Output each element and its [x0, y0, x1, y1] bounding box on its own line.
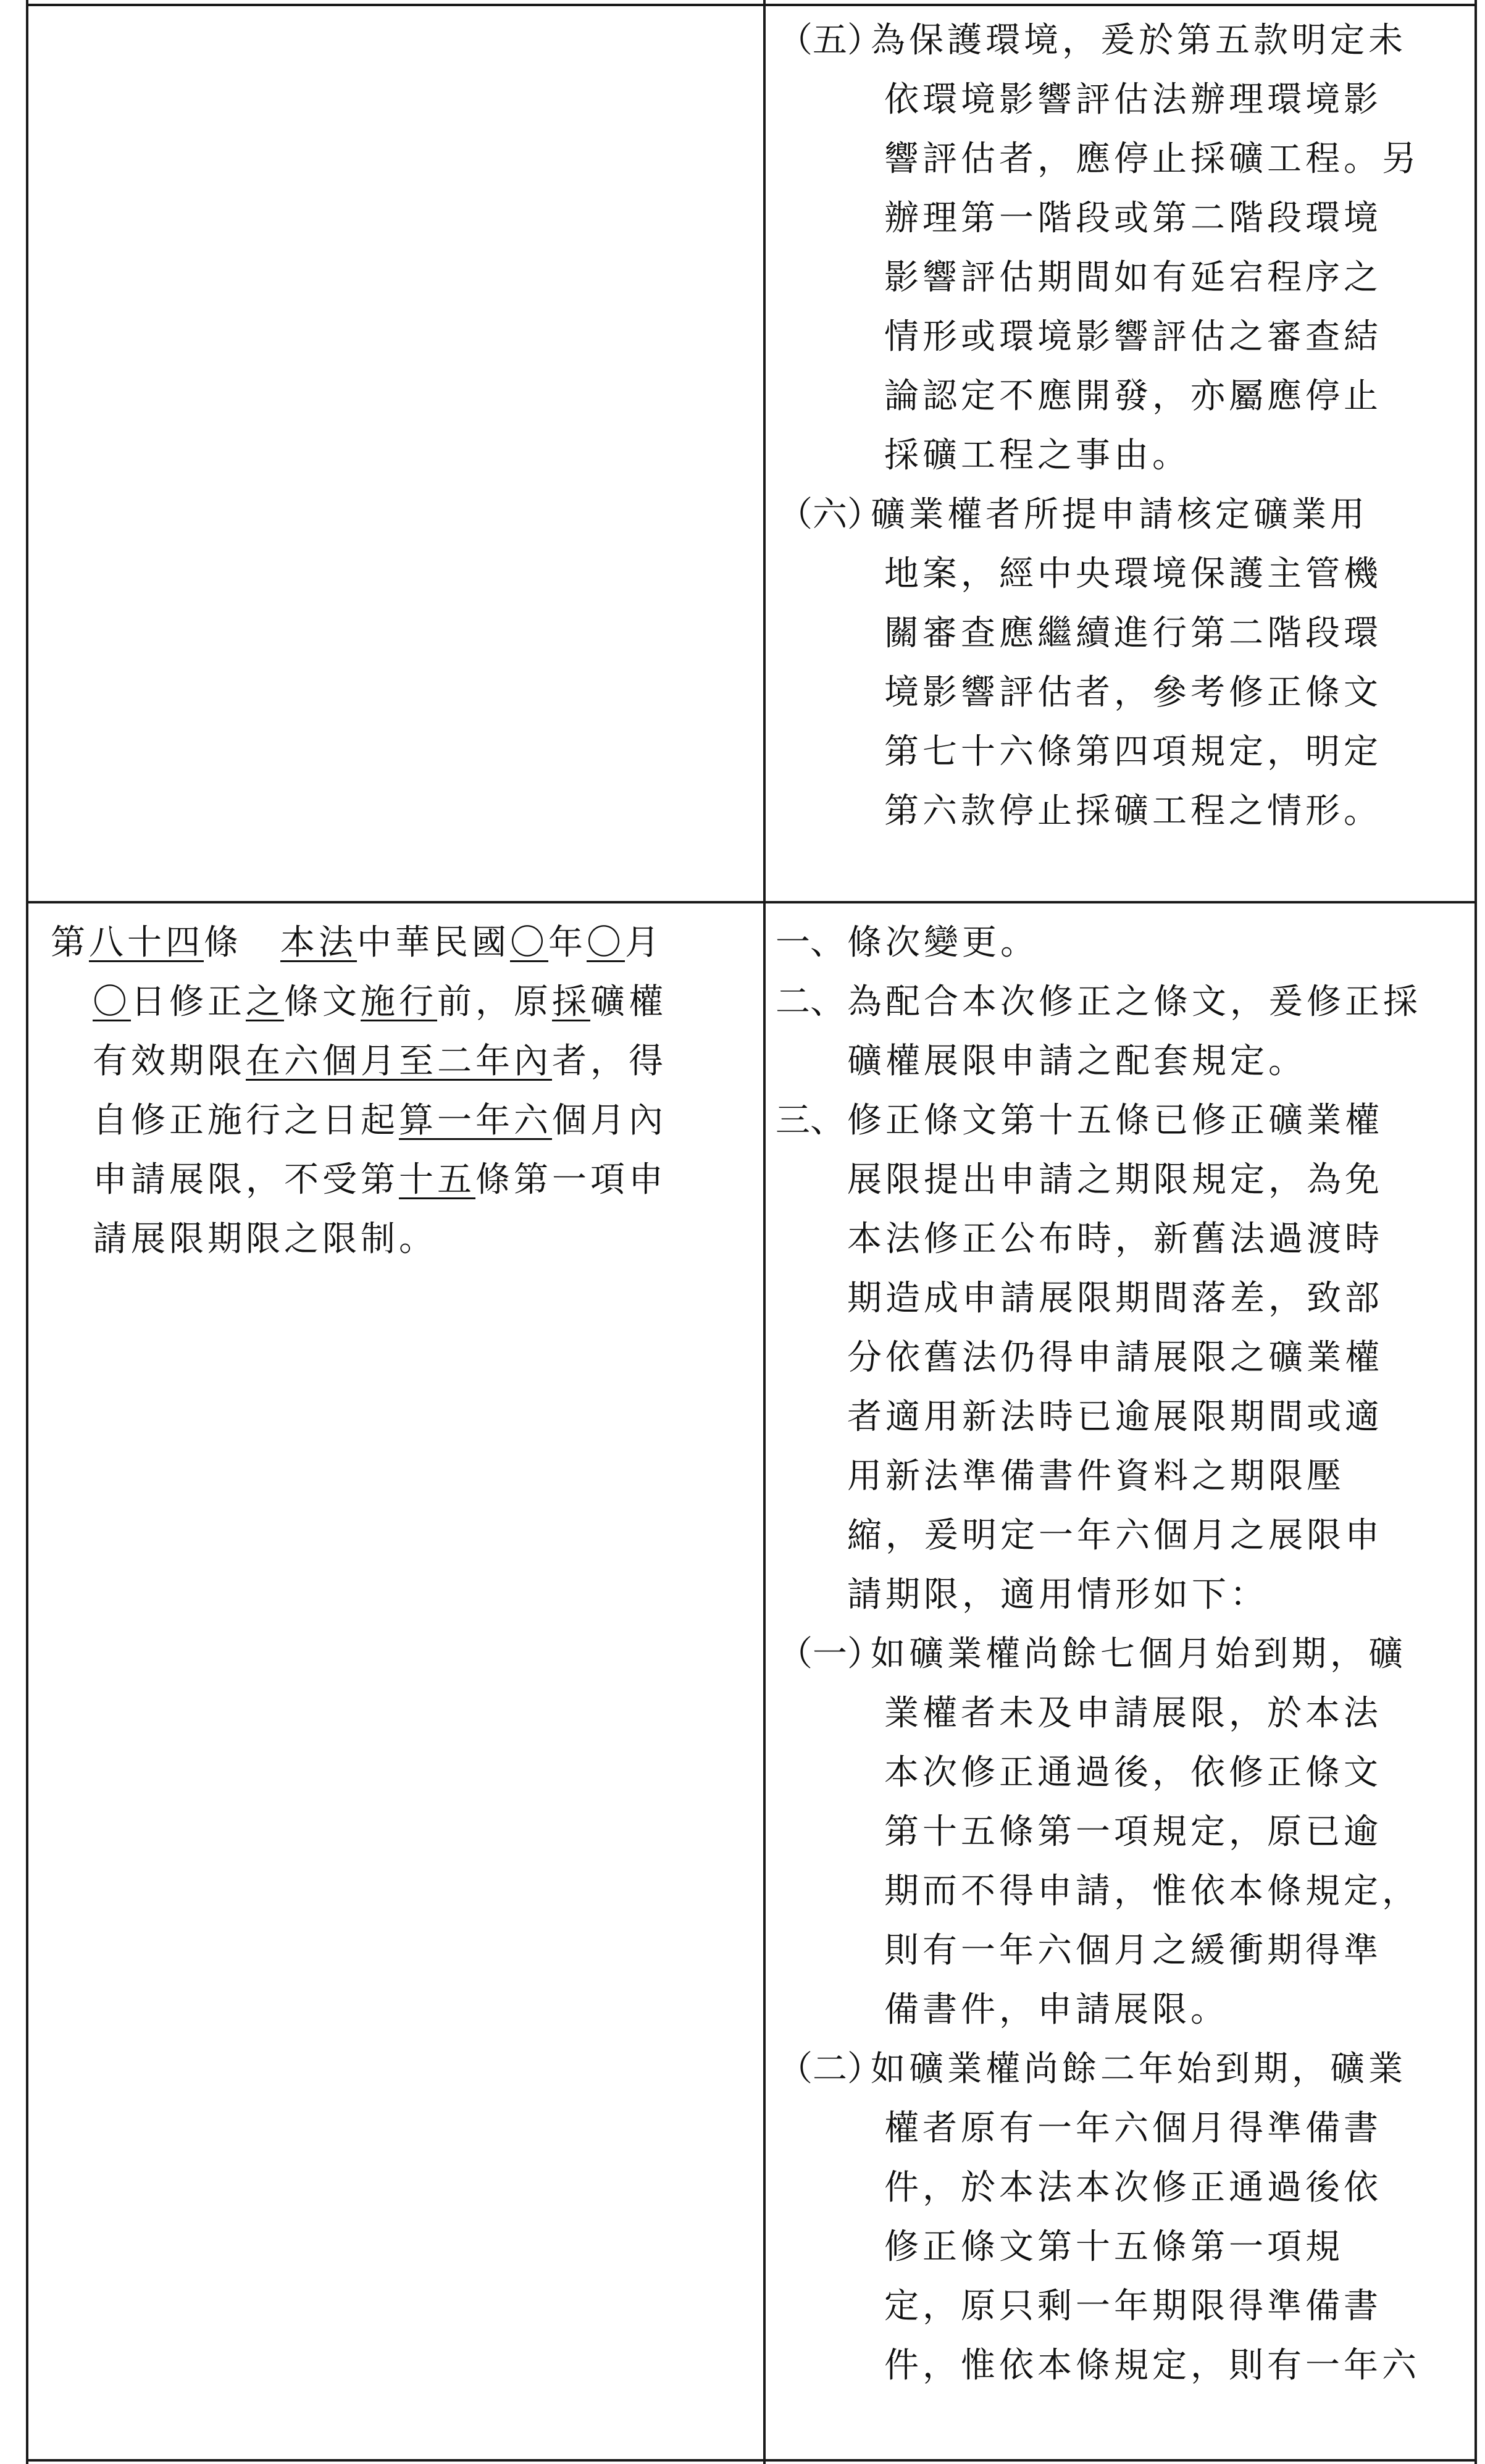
table-border-right [1475, 0, 1477, 2464]
top-explanation-item-line: 地案，經中央環境保護主管機 [884, 554, 1382, 594]
explanation-item-line: 第十五條第一項規定，原已逾 [884, 1812, 1382, 1852]
explanation-item-line: 業權者未及申請展限，於本法 [884, 1693, 1382, 1733]
top-explanation-item-line: 響評估者，應停止採礦工程。另 [884, 139, 1420, 179]
explanation-item-line: 請期限，適用情形如下： [847, 1575, 1268, 1615]
explanation-item-line: 權者原有一年六個月得準備書 [884, 2108, 1382, 2148]
top-explanation-item-line: 礦業權者所提申請核定礦業用 [871, 495, 1368, 535]
underlined-amendment-text: 之 [246, 982, 284, 1022]
top-row-explanation-cell [766, 6, 1475, 901]
top-row-left-cell [28, 6, 763, 901]
article-text-segment: 前，原 [437, 982, 552, 1022]
explanation-item-line: 條次變更。 [847, 923, 1039, 963]
article-text-line [93, 1091, 667, 1150]
article-text-segment: 條第一項申 [475, 1160, 667, 1200]
top-explanation-item-line: 關審查應繼續進行第二階段環 [884, 613, 1382, 653]
explanation-item-line: 期而不得申請，惟依本條規定， [884, 1871, 1420, 1911]
explanation-item-line: 件，惟依本條規定，則有一年六 [884, 2345, 1420, 2386]
top-explanation-item-line: 論認定不應開發，亦屬應停止 [884, 376, 1382, 416]
article-text-segment: 自修正施行之日起 [93, 1100, 399, 1141]
top-explanation-item-line: 第七十六條第四項規定，明定 [884, 732, 1382, 772]
explanation-item-line: 縮，爰明定一年六個月之展限申 [847, 1515, 1383, 1556]
explanation-item-line: 定，原只剩一年期限得準備書 [884, 2286, 1382, 2326]
article-text-line [93, 1150, 667, 1210]
top-explanation-item-line: 影響評估期間如有延宕程序之 [884, 258, 1382, 298]
underlined-amendment-text: 十五 [399, 1160, 475, 1200]
article-text-line [93, 1210, 437, 1269]
underlined-amendment-text: 算一年六 [399, 1100, 552, 1141]
top-explanation-item-line: 為保護環境，爰於第五款明定未 [871, 20, 1407, 61]
article-text-segment: 有效期限 [93, 1041, 246, 1081]
underlined-amendment-text: 〇 [510, 923, 548, 963]
underlined-amendment-text: 本法 [280, 923, 357, 963]
article-84-text-cell [28, 903, 763, 2459]
explanation-item-line: 如礦業權尚餘二年始到期，礦業 [871, 2049, 1407, 2089]
explanation-item-line: 本法修正公布時，新舊法過渡時 [847, 1219, 1383, 1259]
explanation-item-line: 展限提出申請之期限規定，為免 [847, 1160, 1383, 1200]
article-text-segment: 者，得 [552, 1041, 667, 1081]
explanation-item-line: 修正條文第十五條已修正礦業權 [847, 1100, 1383, 1141]
top-explanation-item-line: 第六款停止採礦工程之情形。 [884, 791, 1382, 831]
article-text-segment: 月 [625, 923, 663, 963]
explanation-item-line: 本次修正通過後，依修正條文 [884, 1753, 1382, 1793]
explanation-item-line: 期造成申請展限期間落差，致部 [847, 1278, 1383, 1318]
article-84-explanation-cell [766, 903, 1475, 2459]
article-text-segment: 日修正 [131, 982, 246, 1022]
explanation-item-line: 用新法準備書件資料之期限壓 [847, 1456, 1345, 1496]
explanation-item-marker: 一、 [776, 923, 845, 963]
explanation-item-line: 件，於本法本次修正通過後依 [884, 2168, 1382, 2208]
article-text-segment: 個月內 [552, 1100, 667, 1141]
article-text-segment: 申請展限，不受第 [93, 1160, 399, 1200]
top-explanation-item-marker: （五） [778, 20, 882, 61]
top-explanation-item-line: 情形或環境影響評估之審查結 [884, 317, 1382, 357]
underlined-amendment-text: 〇 [587, 923, 625, 963]
underlined-amendment-text: 在六個月至二年內 [246, 1041, 552, 1081]
article-text-segment: 第 [51, 923, 89, 963]
article-text-segment: 條文 [284, 982, 361, 1022]
explanation-item-marker: 三、 [776, 1100, 845, 1141]
explanation-item-line: 者適用新法時已逾展限期間或適 [847, 1397, 1383, 1437]
top-explanation-item-line: 採礦工程之事由。 [884, 435, 1190, 476]
underlined-amendment-text: 施行 [361, 982, 437, 1022]
explanation-item-line: 備書件，申請展限。 [884, 1990, 1229, 2030]
explanation-item-line: 礦權展限申請之配套規定。 [847, 1041, 1307, 1081]
article-text-segment: 條 [204, 923, 280, 963]
top-explanation-item-line: 依環境影響評估法辦理環境影 [884, 80, 1382, 120]
article-text-segment: 年 [548, 923, 587, 963]
article-text-line [93, 1032, 667, 1091]
explanation-item-line: 如礦業權尚餘七個月始到期，礦 [871, 1634, 1407, 1674]
explanation-item-line: 修正條文第十五條第一項規 [884, 2227, 1344, 2267]
top-explanation-item-line: 境影響評估者，參考修正條文 [884, 673, 1382, 713]
explanation-item-marker: （二） [778, 2049, 882, 2089]
explanation-item-marker: 二、 [776, 982, 845, 1022]
explanation-item-line: 分依舊法仍得申請展限之礦業權 [847, 1338, 1383, 1378]
article-text-segment: 請展限期限之限制。 [93, 1219, 437, 1259]
article-text-segment: 中華民國 [357, 923, 510, 963]
top-explanation-item-line: 辦理第一階段或第二階段環境 [884, 198, 1382, 238]
underlined-amendment-text: 採 [552, 982, 590, 1022]
top-explanation-item-marker: （六） [778, 495, 882, 535]
underlined-amendment-text: 〇 [93, 982, 131, 1022]
explanation-item-marker: （一） [778, 1634, 882, 1674]
article-text-line [93, 973, 667, 1032]
table-border-bottom [26, 2459, 1477, 2462]
underlined-amendment-text: 八十四 [89, 923, 204, 963]
article-text-segment: 礦權 [590, 982, 667, 1022]
explanation-item-line: 為配合本次修正之條文，爰修正採 [847, 982, 1421, 1022]
explanation-item-line: 則有一年六個月之緩衝期得準 [884, 1930, 1382, 1971]
article-text-line [51, 913, 663, 973]
